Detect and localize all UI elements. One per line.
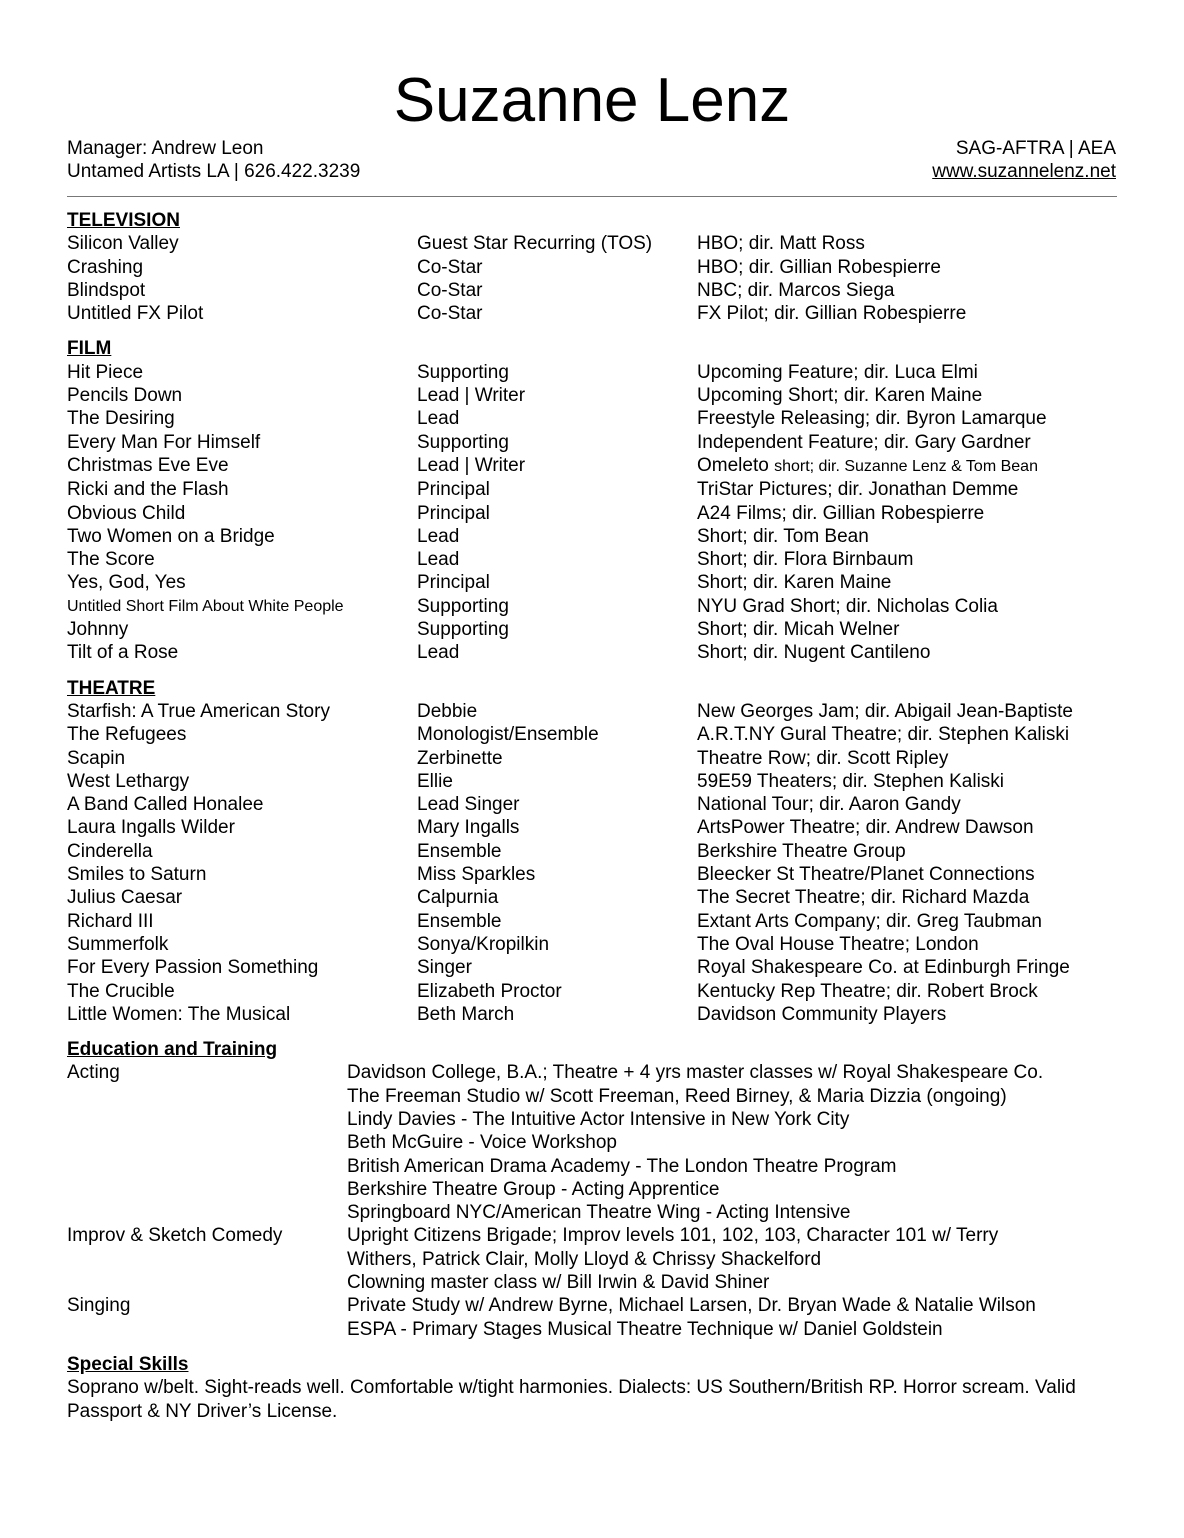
credit-title: Cinderella <box>67 840 153 862</box>
training-category: Singing <box>67 1295 131 1317</box>
training-row <box>67 1318 1127 1341</box>
credit-company: Bleecker St Theatre/Planet Connections <box>697 864 1035 886</box>
credit-production <box>697 618 1127 641</box>
credit-title: A Band Called Honalee <box>67 794 264 816</box>
credit-role: Lead <box>417 549 460 571</box>
credit-title: Untitled Short Film About White People <box>67 597 344 615</box>
credit-row <box>67 1003 1127 1026</box>
credit-company: Short; dir. Flora Birnbaum <box>697 549 914 571</box>
credit-title: Obvious Child <box>67 502 186 524</box>
section-heading: FILM <box>67 338 112 360</box>
credit-row <box>67 886 1127 909</box>
credit-role: Supporting <box>417 431 509 453</box>
credit-production <box>697 956 1127 979</box>
credit-role: Supporting <box>417 595 509 617</box>
actor-name: Suzanne Lenz <box>393 66 791 135</box>
credit-company: Davidson Community Players <box>697 1003 947 1025</box>
credit-role: Zerbinette <box>417 747 503 769</box>
credit-role: Debbie <box>417 700 478 722</box>
section-special-skills <box>67 1353 1127 1423</box>
training-category <box>67 1201 347 1224</box>
training-category <box>67 1131 347 1154</box>
credit-role: Guest Star Recurring (TOS) <box>417 233 653 255</box>
credit-title: The Crucible <box>67 980 175 1002</box>
credit-company: Upcoming Feature; dir. Luca Elmi <box>697 361 978 383</box>
training-row <box>67 1178 1127 1201</box>
credit-company: Upcoming Short; dir. Karen Maine <box>697 385 983 407</box>
credit-role: Miss Sparkles <box>417 864 536 886</box>
credit-role: Supporting <box>417 619 509 641</box>
training-row <box>67 1061 1127 1084</box>
credit-row <box>67 361 1127 384</box>
training-category <box>67 1085 347 1108</box>
credit-role: Elizabeth Proctor <box>417 980 562 1002</box>
credit-row <box>67 956 1127 979</box>
credit-title: Pencils Down <box>67 385 183 407</box>
training-category <box>67 1271 347 1294</box>
section-theatre <box>67 677 1127 1026</box>
credit-role: Monologist/Ensemble <box>417 724 599 746</box>
resume-body <box>67 209 1127 1435</box>
training-category: Improv & Sketch Comedy <box>67 1225 283 1247</box>
credit-production <box>697 770 1127 793</box>
credit-company: Short; dir. Nugent Cantileno <box>697 642 931 664</box>
credit-role: Co-Star <box>417 279 483 301</box>
credit-title: Tilt of a Rose <box>67 642 179 664</box>
training-detail: Beth McGuire - Voice Workshop <box>347 1132 617 1154</box>
credit-company: Short; dir. Micah Welner <box>697 619 900 641</box>
website-link[interactable]: www.suzannelenz.net <box>932 161 1116 183</box>
credit-company: Extant Arts Company; dir. Greg Taubman <box>697 910 1042 932</box>
credit-company: National Tour; dir. Aaron Gandy <box>697 794 961 816</box>
credit-row <box>67 407 1127 430</box>
credit-title: Summerfolk <box>67 933 169 955</box>
credit-company: New Georges Jam; dir. Abigail Jean-Baptiste <box>697 700 1073 722</box>
credit-company: The Secret Theatre; dir. Richard Mazda <box>697 887 1030 909</box>
credit-row <box>67 502 1127 525</box>
credit-company: Freestyle Releasing; dir. Byron Lamarque <box>697 408 1047 430</box>
training-row <box>67 1155 1127 1178</box>
credit-production <box>697 571 1127 594</box>
credit-production <box>697 525 1127 548</box>
credit-role: Lead <box>417 642 460 664</box>
contact-left <box>67 137 360 184</box>
training-row <box>67 1131 1127 1154</box>
credit-row <box>67 863 1127 886</box>
training-detail: Private Study w/ Andrew Byrne, Michael Larsen, Dr. Bryan Wade & Natalie Wilson <box>347 1295 1036 1317</box>
credit-title: The Refugees <box>67 724 187 746</box>
training-detail: Springboard NYC/American Theatre Wing - Acting Intensive <box>347 1202 851 1224</box>
credit-role: Ensemble <box>417 840 502 862</box>
credit-title: Crashing <box>67 256 144 278</box>
training-row <box>67 1085 1127 1108</box>
credit-title: The Score <box>67 549 155 571</box>
credit-production <box>697 1003 1127 1026</box>
credit-title: Johnny <box>67 619 129 641</box>
credit-production <box>697 886 1127 909</box>
credit-title: Laura Ingalls Wilder <box>67 817 235 839</box>
credit-role: Singer <box>417 957 472 979</box>
credit-row <box>67 816 1127 839</box>
credit-production <box>697 384 1127 407</box>
training-row <box>67 1294 1127 1317</box>
credit-title: Julius Caesar <box>67 887 183 909</box>
training-detail: Clowning master class w/ Bill Irwin & David Shiner <box>347 1272 770 1294</box>
credit-row <box>67 279 1127 302</box>
training-detail: The Freeman Studio w/ Scott Freeman, Reed Birney, & Maria Dizzia (ongoing) <box>347 1085 1007 1107</box>
credit-row <box>67 256 1127 279</box>
credit-title: West Lethargy <box>67 770 190 792</box>
agency-phone: Untamed Artists LA | 626.422.3239 <box>67 161 361 183</box>
credit-title: Christmas Eve Eve <box>67 454 229 476</box>
credit-company: The Oval House Theatre; London <box>697 933 979 955</box>
credit-role: Mary Ingalls <box>417 817 520 839</box>
credit-company: Short; dir. Karen Maine <box>697 572 892 594</box>
credit-production <box>697 641 1127 664</box>
credit-row <box>67 723 1127 746</box>
credit-row <box>67 232 1127 255</box>
credit-title: Every Man For Himself <box>67 431 261 453</box>
credit-production <box>697 502 1127 525</box>
credit-company: HBO; dir. Gillian Robespierre <box>697 256 941 278</box>
credit-row <box>67 384 1127 407</box>
training-category <box>67 1108 347 1131</box>
credit-production <box>697 793 1127 816</box>
credit-role: Co-Star <box>417 303 483 325</box>
section-heading: Education and Training <box>67 1039 278 1061</box>
credit-role: Lead | Writer <box>417 454 526 476</box>
section-education <box>67 1038 1127 1341</box>
contact-right <box>932 137 1116 184</box>
section-television <box>67 209 1127 325</box>
credit-row <box>67 525 1127 548</box>
credit-row <box>67 618 1127 641</box>
training-row <box>67 1224 1127 1247</box>
credit-title: Hit Piece <box>67 361 144 383</box>
credit-production <box>697 454 1127 478</box>
credit-row <box>67 454 1127 478</box>
unions: SAG-AFTRA | AEA <box>955 138 1116 159</box>
credit-production <box>697 548 1127 571</box>
credit-role: Co-Star <box>417 256 483 278</box>
credit-company: 59E59 Theaters; dir. Stephen Kaliski <box>697 770 1005 792</box>
credit-production <box>697 700 1127 723</box>
credit-row <box>67 700 1127 723</box>
credit-company: Short; dir. Tom Bean <box>697 525 869 547</box>
credit-row <box>67 980 1127 1003</box>
credit-production <box>697 863 1127 886</box>
credit-role: Supporting <box>417 361 509 383</box>
section-heading: Special Skills <box>67 1353 189 1375</box>
credit-role: Calpurnia <box>417 887 499 909</box>
credit-role: Sonya/Kropilkin <box>417 933 550 955</box>
credit-production <box>697 723 1127 746</box>
credit-row <box>67 641 1127 664</box>
credit-company: NBC; dir. Marcos Siega <box>697 279 895 301</box>
credit-production <box>697 816 1127 839</box>
credit-role: Lead <box>417 525 460 547</box>
credit-production <box>697 980 1127 1003</box>
credit-role: Ensemble <box>417 910 502 932</box>
credit-production <box>697 431 1127 454</box>
credit-production <box>697 910 1127 933</box>
credit-company: Kentucky Rep Theatre; dir. Robert Brock <box>697 980 1038 1002</box>
credit-title: Silicon Valley <box>67 233 179 255</box>
credit-company: ArtsPower Theatre; dir. Andrew Dawson <box>697 817 1034 839</box>
credit-row <box>67 478 1127 501</box>
credit-production <box>697 595 1127 618</box>
credit-role: Lead Singer <box>417 794 520 816</box>
credit-title: Blindspot <box>67 279 146 301</box>
credit-title: Yes, God, Yes <box>67 572 186 594</box>
credit-company: Royal Shakespeare Co. at Edinburgh Fringe <box>697 957 1070 979</box>
credit-production <box>697 361 1127 384</box>
credit-row <box>67 571 1127 594</box>
credit-production <box>697 747 1127 770</box>
credit-title: Ricki and the Flash <box>67 479 229 501</box>
training-category <box>67 1155 347 1178</box>
credit-role: Principal <box>417 572 490 594</box>
credit-production <box>697 279 1127 302</box>
training-row <box>67 1201 1127 1224</box>
credit-row <box>67 793 1127 816</box>
credit-title: Richard III <box>67 910 154 932</box>
credit-title: Untitled FX Pilot <box>67 303 204 325</box>
credit-production <box>697 407 1127 430</box>
credit-production <box>697 933 1127 956</box>
credit-company: Omeleto <box>697 454 769 476</box>
credit-title: Little Women: The Musical <box>67 1003 291 1025</box>
credit-title: Smiles to Saturn <box>67 864 207 886</box>
skills-text: Soprano w/belt. Sight-reads well. Comfortable w/tight harmonies. Dialects: US Southern/British RP. Horror scream. Valid Passport & NY Driver’s License. <box>67 1377 1076 1422</box>
training-detail: Davidson College, B.A.; Theatre + 4 yrs master classes w/ Royal Shakespeare Co. <box>347 1062 1044 1084</box>
credit-production <box>697 302 1127 325</box>
credit-company: A24 Films; dir. Gillian Robespierre <box>697 502 985 524</box>
credit-company: FX Pilot; dir. Gillian Robespierre <box>697 303 967 325</box>
credit-company: Berkshire Theatre Group <box>697 840 906 862</box>
divider <box>67 196 1117 197</box>
credit-row <box>67 770 1127 793</box>
credit-role: Principal <box>417 479 490 501</box>
credit-production <box>697 478 1127 501</box>
section-film <box>67 337 1127 664</box>
training-row <box>67 1108 1127 1131</box>
section-heading: TELEVISION <box>67 210 180 231</box>
credit-title: Two Women on a Bridge <box>67 525 275 547</box>
credit-company: A.R.T.NY Gural Theatre; dir. Stephen Kaliski <box>697 724 1070 746</box>
credit-title: For Every Passion Something <box>67 957 319 979</box>
training-row <box>67 1271 1127 1294</box>
credit-row <box>67 840 1127 863</box>
training-detail: Upright Citizens Brigade; Improv levels 101, 102, 103, Character 101 w/ Terry <box>347 1225 999 1247</box>
training-detail: Berkshire Theatre Group - Acting Apprentice <box>347 1178 720 1200</box>
training-detail: ESPA - Primary Stages Musical Theatre Technique w/ Daniel Goldstein <box>347 1318 943 1340</box>
credit-company: HBO; dir. Matt Ross <box>697 233 865 255</box>
credit-row <box>67 431 1127 454</box>
credit-row <box>67 595 1127 618</box>
credit-title: Scapin <box>67 747 126 769</box>
credit-company: Independent Feature; dir. Gary Gardner <box>697 431 1031 453</box>
training-row <box>67 1248 1127 1271</box>
credit-company: NYU Grad Short; dir. Nicholas Colia <box>697 595 998 617</box>
credit-role: Beth March <box>417 1003 515 1025</box>
training-category: Acting <box>67 1062 120 1084</box>
training-detail: Lindy Davies - The Intuitive Actor Intensive in New York City <box>347 1108 850 1130</box>
credit-production <box>697 232 1127 255</box>
training-category <box>67 1318 347 1341</box>
training-category <box>67 1248 347 1271</box>
credit-row <box>67 548 1127 571</box>
credit-company: TriStar Pictures; dir. Jonathan Demme <box>697 479 1019 501</box>
section-heading: THEATRE <box>67 677 156 699</box>
credit-title: The Desiring <box>67 408 175 430</box>
credit-role: Principal <box>417 502 490 524</box>
credit-row <box>67 910 1127 933</box>
credit-row <box>67 747 1127 770</box>
manager: Manager: Andrew Leon <box>67 138 264 159</box>
credit-row <box>67 302 1127 325</box>
credit-role: Ellie <box>417 770 453 792</box>
credit-company: Theatre Row; dir. Scott Ripley <box>697 747 949 769</box>
credit-title: Starfish: A True American Story <box>67 700 330 722</box>
credit-detail: short; dir. Suzanne Lenz & Tom Bean <box>774 457 1038 475</box>
credit-role: Lead <box>417 408 460 430</box>
credit-role: Lead | Writer <box>417 385 526 407</box>
training-detail: British American Drama Academy - The London Theatre Program <box>347 1155 897 1177</box>
credit-production <box>697 256 1127 279</box>
training-detail: Withers, Patrick Clair, Molly Lloyd & Chrissy Shackelford <box>347 1248 822 1270</box>
credit-row <box>67 933 1127 956</box>
credit-production <box>697 840 1127 863</box>
training-category <box>67 1178 347 1201</box>
